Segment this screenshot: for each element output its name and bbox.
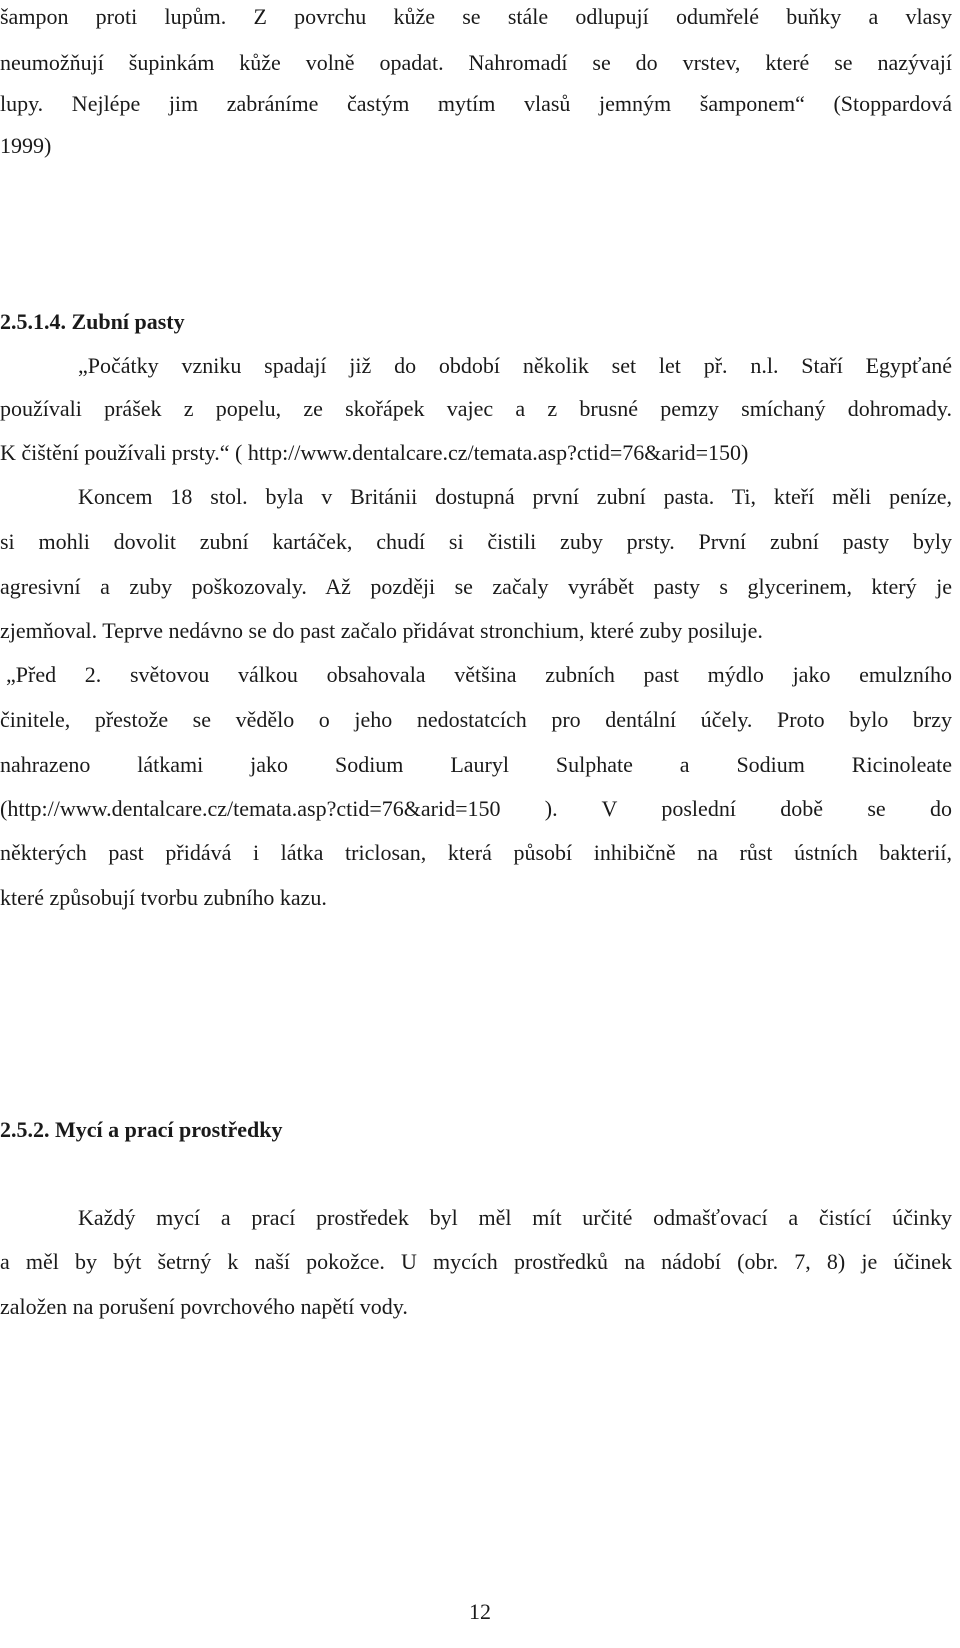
paragraph-line: činitele, přestože se vědělo o jeho nedostatcích pro dentální účely. Proto bylo brzy: [0, 707, 952, 732]
page-number: 12: [469, 1599, 491, 1624]
paragraph-line: „Počátky vzniku spadají již do období několik set let př. n.l. Staří Egypťané: [78, 353, 952, 378]
paragraph-line: šampon proti lupům. Z povrchu kůže se stále odlupují odumřelé buňky a vlasy: [0, 4, 952, 29]
paragraph-line: lupy. Nejlépe jim zabráníme častým mytím vlasů jemným šamponem“ (Stoppardová: [0, 91, 952, 116]
paragraph-line: používali prášek z popelu, ze skořápek vajec a z brusné pemzy smíchaný dohromady.: [0, 396, 952, 421]
section-heading-zubni-pasty: 2.5.1.4. Zubní pasty: [0, 309, 185, 334]
paragraph-line: K čištění používali prsty.“ ( http://www.dentalcare.cz/temata.asp?ctid=76&arid=150): [0, 440, 749, 465]
paragraph-line: nahrazeno látkami jako Sodium Lauryl Sulphate a Sodium Ricinoleate: [0, 752, 952, 777]
paragraph-line: agresivní a zuby poškozovaly. Až později se začaly vyrábět pasty s glycerinem, který je: [0, 574, 952, 599]
paragraph-line: a měl by být šetrný k naší pokožce. U mycích prostředků na nádobí (obr. 7, 8) je účinek: [0, 1249, 952, 1274]
paragraph-line: zjemňoval. Teprve nedávno se do past začalo přidávat stronchium, které zuby posiluje.: [0, 618, 763, 643]
paragraph-line: „Před 2. světovou válkou obsahovala většina zubních past mýdlo jako emulzního: [6, 662, 952, 687]
paragraph-line: neumožňují šupinkám kůže volně opadat. Nahromadí se do vrstev, které se nazývají: [0, 50, 952, 75]
paragraph-line: které způsobují tvorbu zubního kazu.: [0, 885, 327, 910]
paragraph-line: Každý mycí a prací prostředek byl měl mít určité odmašťovací a čistící účinky: [78, 1205, 952, 1230]
section-heading-myci-a-praci-prostredky: 2.5.2. Mycí a prací prostředky: [0, 1117, 283, 1142]
paragraph-line: 1999): [0, 133, 52, 158]
paragraph-line: některých past přidává i látka triclosan, která působí inhibičně na růst ústních bakterií,: [0, 840, 952, 865]
paragraph-line: založen na porušení povrchového napětí vody.: [0, 1294, 408, 1319]
paragraph-line: (http://www.dentalcare.cz/temata.asp?ctid=76&arid=150 ). V poslední době se do: [0, 796, 952, 821]
paragraph-line: Koncem 18 stol. byla v Británii dostupná první zubní pasta. Ti, kteří měli peníze,: [78, 484, 952, 509]
paragraph-line: si mohli dovolit zubní kartáček, chudí si čistili zuby prsty. První zubní pasty byly: [0, 529, 952, 554]
